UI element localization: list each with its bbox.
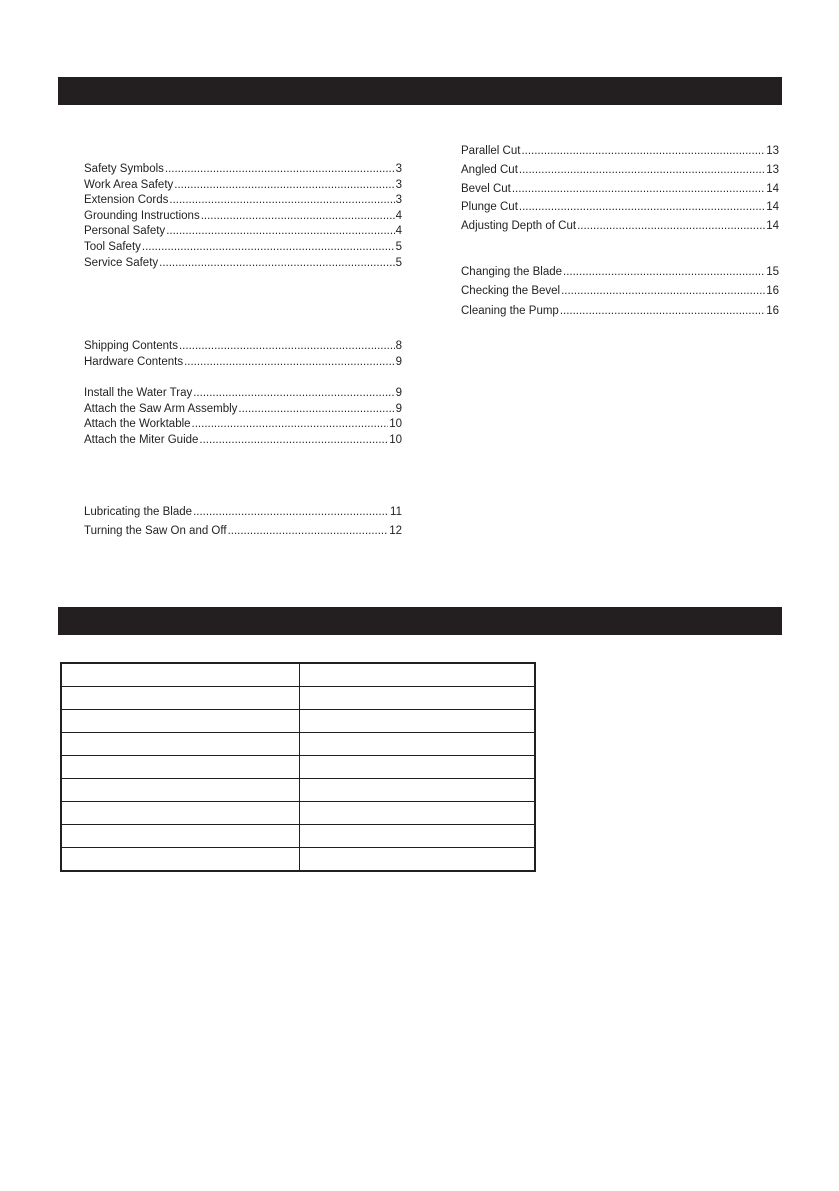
leader-dots <box>577 217 765 236</box>
table-row <box>61 733 535 756</box>
leader-dots <box>174 178 394 194</box>
toc-entry[interactable] <box>84 256 402 272</box>
toc-entry-page: 8 <box>395 340 402 352</box>
table-cell <box>61 663 300 687</box>
leader-dots <box>228 522 389 541</box>
leader-dots <box>561 282 765 301</box>
toc-entry-title: Hardware Contents <box>84 355 184 368</box>
leader-dots <box>563 263 765 282</box>
toc-entry-page: 10 <box>389 433 402 446</box>
toc-entry[interactable] <box>84 339 402 355</box>
toc-entry-page: 3 <box>395 163 402 175</box>
table-cell <box>300 663 536 687</box>
table-cell <box>61 802 300 825</box>
toc-left-group-4 <box>84 503 402 541</box>
table-row <box>61 825 535 848</box>
toc-entry[interactable] <box>84 178 402 194</box>
leader-dots <box>560 302 765 321</box>
table-cell <box>300 733 536 756</box>
toc-entry-title: Install the Water Tray <box>84 387 193 400</box>
toc-entry-title: Personal Safety <box>84 225 166 238</box>
table-cell <box>61 710 300 733</box>
toc-right-group-1 <box>461 142 779 236</box>
leader-dots <box>166 224 394 240</box>
toc-entry[interactable] <box>84 522 402 541</box>
toc-entry-page: 9 <box>395 387 402 400</box>
leader-dots <box>184 355 395 371</box>
toc-entry-page: 16 <box>766 304 779 317</box>
leader-dots <box>165 162 395 178</box>
leader-dots <box>519 198 765 217</box>
toc-entry[interactable] <box>84 355 402 371</box>
table-cell <box>61 733 300 756</box>
table-cell <box>300 848 536 872</box>
toc-entry-page: 4 <box>395 209 402 222</box>
toc-entry-page: 3 <box>395 178 402 191</box>
toc-entry[interactable] <box>84 209 402 225</box>
leader-dots <box>238 402 394 418</box>
specifications-table <box>60 662 536 872</box>
table-row <box>61 663 535 687</box>
toc-entry-title: Attach the Saw Arm Assembly <box>84 402 238 415</box>
toc-entry[interactable] <box>84 224 402 240</box>
toc-entry-title: Adjusting Depth of Cut <box>461 220 577 233</box>
toc-entry-title: Bevel Cut <box>461 182 511 195</box>
toc-entry-title: Attach the Worktable <box>84 418 191 431</box>
toc-entry[interactable] <box>84 503 402 522</box>
group-spacer <box>84 370 402 386</box>
toc-entry-page: 14 <box>766 220 779 233</box>
leader-dots <box>192 417 389 433</box>
table-row <box>61 802 535 825</box>
toc-entry-title: Plunge Cut <box>461 201 518 214</box>
table-cell <box>61 825 300 848</box>
toc-entry[interactable] <box>461 180 779 199</box>
leader-dots <box>193 503 389 522</box>
leader-dots <box>179 339 395 355</box>
toc-entry[interactable] <box>461 142 779 161</box>
toc-entry-title: Extension Cords <box>84 194 169 207</box>
toc-entry-title: Work Area Safety <box>84 178 174 191</box>
table-cell <box>300 756 536 779</box>
toc-entry-title: Safety Symbols <box>84 163 164 175</box>
toc-entry-title: Attach the Miter Guide <box>84 433 199 446</box>
toc-entry[interactable] <box>461 198 779 217</box>
toc-entry[interactable] <box>461 263 779 282</box>
toc-entry[interactable] <box>84 240 402 256</box>
table-cell <box>300 779 536 802</box>
toc-entry-page: 13 <box>766 163 779 176</box>
toc-entry-page: 5 <box>395 256 402 269</box>
toc-entry-page: 3 <box>395 194 402 207</box>
toc-right-group-2 <box>461 263 779 321</box>
table-row <box>61 756 535 779</box>
toc-entry-page: 9 <box>395 355 402 368</box>
toc-entry-page: 15 <box>766 266 779 278</box>
toc-entry-page: 14 <box>766 182 779 195</box>
toc-entry-title: Grounding Instructions <box>84 209 200 222</box>
toc-entry-title: Shipping Contents <box>84 340 178 352</box>
table-cell <box>300 687 536 710</box>
toc-left-group-2 <box>84 339 402 449</box>
toc-entry[interactable] <box>461 161 779 180</box>
toc-entry-page: 14 <box>766 201 779 214</box>
toc-entry-title: Cleaning the Pump <box>461 304 559 317</box>
toc-entry-page: 11 <box>390 506 402 518</box>
toc-left-group-1 <box>84 162 402 271</box>
table-cell <box>300 825 536 848</box>
toc-entry-page: 16 <box>766 285 779 298</box>
toc-entry-title: Lubricating the Blade <box>84 506 193 518</box>
table-cell <box>300 710 536 733</box>
toc-entry-title: Angled Cut <box>461 163 518 176</box>
toc-entry[interactable] <box>84 417 402 433</box>
toc-entry[interactable] <box>84 402 402 418</box>
toc-entry[interactable] <box>461 282 779 301</box>
toc-entry[interactable] <box>84 386 402 402</box>
leader-dots <box>193 386 394 402</box>
toc-entry[interactable] <box>84 162 402 178</box>
toc-entry-title: Tool Safety <box>84 240 141 253</box>
toc-entry-title: Checking the Bevel <box>461 285 561 298</box>
toc-entry-page: 10 <box>389 418 402 431</box>
section-header-bar-top <box>58 77 782 105</box>
toc-entry[interactable] <box>84 433 402 449</box>
table-cell <box>61 848 300 872</box>
section-header-bar-bottom <box>58 607 782 635</box>
table-cell <box>300 802 536 825</box>
leader-dots <box>159 256 394 272</box>
table-row <box>61 687 535 710</box>
table-cell <box>61 687 300 710</box>
toc-entry[interactable] <box>84 193 402 209</box>
toc-entry[interactable] <box>461 217 779 236</box>
toc-entry-page: 13 <box>766 145 779 157</box>
toc-entry-title: Parallel Cut <box>461 145 521 157</box>
leader-dots <box>519 161 765 180</box>
leader-dots <box>199 433 388 449</box>
toc-entry[interactable] <box>461 302 779 321</box>
leader-dots <box>521 142 765 161</box>
leader-dots <box>201 209 395 225</box>
table-cell <box>61 779 300 802</box>
table-row <box>61 779 535 802</box>
leader-dots <box>512 180 765 199</box>
toc-entry-page: 12 <box>389 525 402 537</box>
toc-entry-page: 5 <box>395 240 402 253</box>
toc-entry-title: Service Safety <box>84 256 159 269</box>
table-row <box>61 710 535 733</box>
toc-entry-page: 4 <box>395 225 402 238</box>
toc-entry-title: Changing the Blade <box>461 266 563 278</box>
table-cell <box>61 756 300 779</box>
leader-dots <box>169 193 394 209</box>
leader-dots <box>142 240 395 256</box>
toc-entry-page: 9 <box>395 402 402 415</box>
table-row <box>61 848 535 872</box>
toc-entry-title: Turning the Saw On and Off <box>84 525 227 537</box>
